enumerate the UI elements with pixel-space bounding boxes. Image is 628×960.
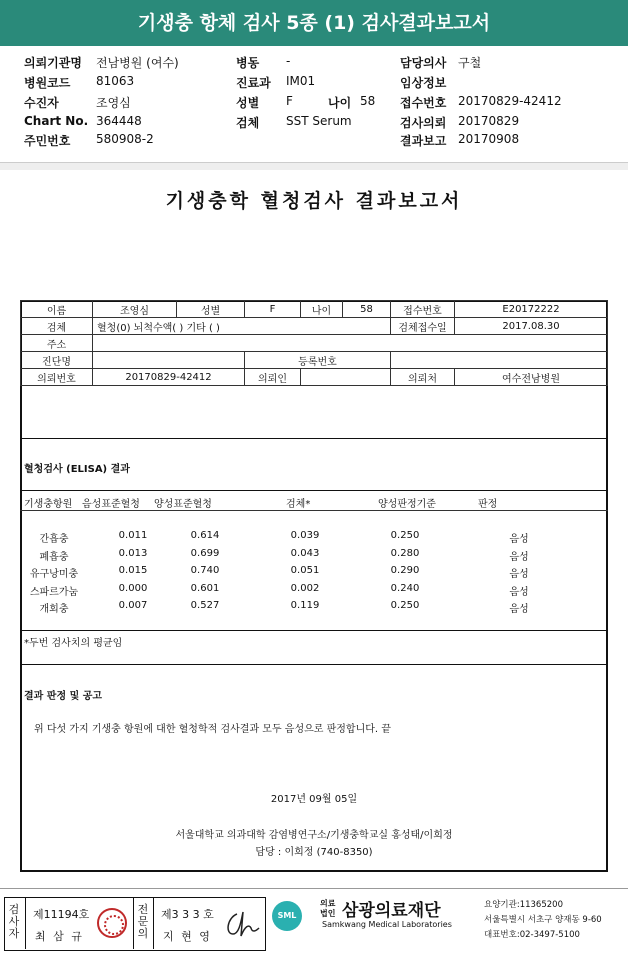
results-header-judgment: 판정 (478, 499, 498, 510)
result-antigen-cell: 개회충 (39, 604, 69, 615)
age-label: 나이 (301, 301, 343, 318)
divider-line (20, 630, 608, 631)
result-specimen-cell: 0.039 (290, 530, 320, 541)
result-cutoff-cell: 0.250 (390, 530, 420, 541)
requesting-org-value: 여수전남병원 (455, 369, 608, 386)
header-value-chart-no: 364448 (96, 114, 142, 128)
result-negative-cell: 0.011 (118, 530, 148, 541)
conclusion-text: 위 다섯 가지 기생충 항원에 대한 혈청학적 검사결과 모두 음성으로 판정합니다. 끝 (34, 724, 391, 735)
header-label-department: 진료과 (236, 76, 271, 90)
specimen-label: 검체 (21, 318, 93, 335)
header-value-doctor: 구철 (458, 56, 482, 70)
divider-line (20, 438, 608, 439)
result-specimen-cell: 0.051 (290, 565, 320, 576)
request-no-label: 의뢰번호 (21, 369, 93, 386)
request-no-value: 20170829-42412 (93, 369, 245, 386)
address-value (93, 335, 608, 352)
results-header-positive: 양성표준혈청 (154, 499, 212, 510)
care-code: 요양기관:11365200 (484, 900, 563, 910)
org-prefix: 의료 법인 (320, 899, 336, 918)
result-negative-cell: 0.007 (118, 600, 148, 611)
age-value: 58 (343, 301, 391, 318)
results-header-cutoff: 양성판정기준 (378, 499, 436, 510)
sml-logo-icon: SML (272, 901, 302, 931)
header-value-patient: 조영심 (96, 96, 131, 110)
result-antigen-cell: 간흡충 (39, 534, 69, 545)
header-label-resident-no: 주민번호 (24, 134, 71, 148)
result-specimen-cell: 0.119 (290, 600, 320, 611)
header-label-org: 의뢰기관명 (24, 56, 82, 70)
header-value-specimen: SST Serum (286, 114, 352, 128)
result-negative-cell: 0.013 (118, 547, 148, 559)
result-cutoff-cell: 0.250 (390, 600, 420, 611)
document-title: 기생충학 혈청검사 결과보고서 (165, 190, 463, 212)
header-divider (0, 162, 628, 170)
result-positive-cell: 0.740 (190, 565, 220, 576)
receipt-label: 접수번호 (391, 301, 455, 318)
result-judgment-cell: 음성 (509, 551, 529, 563)
result-judgment-cell: 음성 (509, 604, 529, 615)
header-value-department: IM01 (286, 74, 316, 88)
report-date: 2017년 09월 05일 (270, 794, 358, 805)
header-value-age: 58 (360, 94, 376, 108)
table-row (21, 318, 608, 335)
divider-line (20, 490, 608, 491)
examiner-license: 제11194호 (33, 908, 90, 921)
result-positive-cell: 0.527 (190, 600, 220, 611)
header-label-age: 나이 (328, 96, 352, 110)
header-value-receipt-no: 20170829-42412 (458, 94, 562, 108)
registration-value (391, 352, 608, 369)
result-judgment-cell: 음성 (509, 586, 529, 598)
patient-info-table (20, 300, 608, 386)
sex-value: F (245, 301, 301, 318)
name-value: 조영심 (93, 301, 177, 318)
header-value-resident-no: 580908-2 (96, 132, 154, 146)
org-phone: 대표번호:02-3497-5100 (484, 930, 580, 940)
divider-line (25, 898, 26, 949)
org-name: 삼광의료재단 (342, 901, 441, 921)
header-label-report-date: 결과보고 (400, 134, 447, 148)
section-title-elisa: 혈청검사 (ELISA) 결과 (24, 464, 130, 475)
header-label-receipt-no: 접수번호 (400, 96, 447, 110)
signature-box (4, 897, 266, 951)
institution-line: 서울대학교 의과대학 감염병연구소/기생충학교실 홍성태/이희정 (175, 830, 453, 841)
result-judgment-cell: 음성 (509, 569, 529, 580)
header-value-sex: F (286, 94, 293, 108)
table-row (21, 335, 608, 352)
reviewer-label: 전문의 (137, 903, 149, 940)
table-row (21, 369, 608, 386)
header-label-specimen: 검체 (236, 116, 260, 130)
result-cutoff-cell: 0.290 (390, 565, 420, 576)
header-value-hospital-code: 81063 (96, 74, 135, 88)
header-label-doctor: 담당의사 (400, 56, 447, 70)
result-antigen-cell: 스파르가눔 (29, 586, 79, 598)
result-positive-cell: 0.601 (190, 582, 220, 594)
header-value-report-date: 20170908 (458, 132, 520, 146)
org-english-name: Samkwang Medical Laboratories (322, 920, 452, 929)
report-banner-title: 기생충 항체 검사 5종 (1) 검사결과보고서 (0, 0, 628, 46)
diagnosis-label: 진단명 (21, 352, 93, 369)
org-address: 서울특별시 서초구 양재동 9-60 (484, 915, 602, 925)
reviewer-name: 지 현 영 (163, 930, 212, 943)
address-label: 주소 (21, 335, 93, 352)
examiner-label: 검사자 (8, 903, 20, 940)
name-label: 이름 (21, 301, 93, 318)
requester-value (301, 369, 391, 386)
result-negative-cell: 0.015 (118, 565, 148, 576)
divider-line (20, 664, 608, 665)
reviewer-signature-icon (223, 908, 261, 940)
result-specimen-cell: 0.043 (290, 547, 320, 559)
header-label-patient: 수진자 (24, 96, 59, 110)
header-label-hospital-code: 병원코드 (24, 76, 71, 90)
requester-label: 의뢰인 (245, 369, 301, 386)
results-header-antigen: 기생충항원 (24, 499, 73, 510)
specimen-date-value: 2017.08.30 (455, 318, 608, 335)
result-positive-cell: 0.614 (190, 530, 220, 541)
results-header-negative: 음성표준혈청 (82, 499, 140, 510)
header-value-ward: - (286, 54, 291, 68)
header-value-org: 전남병원 (여수) (96, 56, 179, 70)
header-label-ward: 병동 (236, 56, 260, 70)
header-label-chart-no: Chart No. (24, 114, 89, 128)
header-label-request-date: 검사의뢰 (400, 116, 447, 130)
result-positive-cell: 0.699 (190, 547, 220, 559)
report-header (0, 46, 628, 162)
receipt-value: E20172222 (455, 301, 608, 318)
result-judgment-cell: 음성 (509, 534, 529, 545)
sex-label: 성별 (177, 301, 245, 318)
requesting-org-label: 의뢰처 (391, 369, 455, 386)
result-negative-cell: 0.000 (118, 582, 148, 594)
examiner-name: 최 삼 규 (35, 930, 84, 943)
divider-line (153, 898, 154, 949)
report-footer (0, 888, 628, 960)
contact-line: 담당 : 이희정 (740-8350) (255, 847, 373, 858)
header-label-sex: 성별 (236, 96, 260, 110)
header-label-clinical-info: 임상정보 (400, 76, 447, 90)
registration-label: 등록번호 (245, 352, 391, 369)
specimen-value: 혈청(0) 뇌척수액( ) 기타 ( ) (93, 318, 391, 335)
diagnosis-value (93, 352, 245, 369)
reviewer-license: 제3 3 3 호 (161, 908, 214, 921)
specimen-date-label: 검체접수일 (391, 318, 455, 335)
result-cutoff-cell: 0.240 (390, 582, 420, 594)
table-row (21, 301, 608, 318)
header-value-request-date: 20170829 (458, 114, 520, 128)
result-antigen-cell: 폐흡충 (39, 551, 69, 563)
divider-line (20, 510, 608, 511)
result-specimen-cell: 0.002 (290, 582, 320, 594)
examiner-seal-icon (97, 908, 127, 938)
result-antigen-cell: 유구낭미충 (29, 569, 79, 580)
result-cutoff-cell: 0.280 (390, 547, 420, 559)
table-row (21, 352, 608, 369)
conclusion-title: 결과 판정 및 공고 (24, 691, 103, 702)
footnote: *두번 검사치의 평균임 (24, 638, 123, 649)
results-header-specimen: 검체* (286, 499, 311, 510)
divider-line (133, 898, 134, 949)
